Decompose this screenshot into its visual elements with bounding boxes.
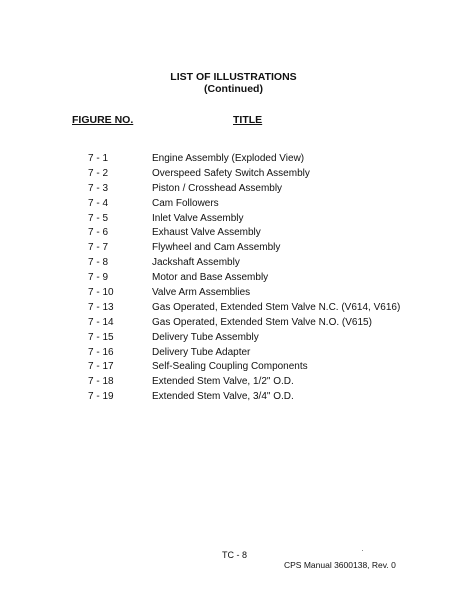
figure-number: 7 - 3	[88, 182, 109, 194]
figure-number: 7 - 7	[88, 242, 109, 254]
figure-title: Overspeed Safety Switch Assembly	[152, 167, 310, 179]
column-header-figure-no: FIGURE NO.	[72, 114, 134, 126]
figure-title: Motor and Base Assembly	[152, 272, 269, 284]
page-number: TC - 8	[222, 550, 248, 560]
page-title: LIST OF ILLUSTRATIONS	[170, 71, 297, 83]
figure-number: 7 - 18	[88, 376, 114, 388]
figure-number: 7 - 15	[88, 331, 114, 343]
figure-number: 7 - 10	[88, 287, 114, 299]
figure-number: 7 - 1	[88, 153, 109, 164]
figure-title: Delivery Tube Adapter	[152, 346, 251, 358]
figure-number: 7 - 2	[88, 167, 109, 179]
figure-number: 7 - 5	[88, 212, 109, 224]
figure-title: Extended Stem Valve, 1/2" O.D.	[152, 376, 294, 388]
figure-number: 7 - 13	[88, 301, 114, 313]
figure-title: Engine Assembly (Exploded View)	[152, 153, 305, 164]
figure-title: Flywheel and Cam Assembly	[152, 242, 281, 254]
figure-number: 7 - 17	[88, 361, 114, 373]
figure-title: Cam Followers	[152, 197, 219, 209]
figure-title: Delivery Tube Assembly	[152, 331, 259, 343]
column-header-title: TITLE	[233, 114, 263, 126]
figure-number: 7 - 16	[88, 346, 114, 358]
page-subtitle: (Continued)	[204, 83, 263, 95]
figure-number: 7 - 19	[88, 391, 114, 403]
figure-title: Inlet Valve Assembly	[152, 212, 244, 224]
figure-title: Exhaust Valve Assembly	[152, 227, 261, 239]
figure-number: 7 - 8	[88, 257, 109, 269]
figure-title: Valve Arm Assemblies	[152, 287, 251, 299]
figure-title: Jackshaft Assembly	[152, 257, 240, 269]
figure-title: Extended Stem Valve, 3/4" O.D.	[152, 391, 294, 403]
figure-number: 7 - 6	[88, 227, 109, 239]
figure-number: 7 - 14	[88, 316, 114, 328]
figure-number: 7 - 9	[88, 272, 109, 284]
scan-speck	[362, 550, 363, 551]
figure-title: Piston / Crosshead Assembly	[152, 182, 283, 194]
figure-title: Gas Operated, Extended Stem Valve N.O. (V615)	[152, 316, 372, 328]
figure-title: Gas Operated, Extended Stem Valve N.C. (V614, V616)	[152, 301, 401, 313]
manual-reference: CPS Manual 3600138, Rev. 0	[284, 560, 396, 570]
figure-title: Self-Sealing Coupling Components	[152, 361, 308, 373]
figure-number: 7 - 4	[88, 197, 109, 209]
